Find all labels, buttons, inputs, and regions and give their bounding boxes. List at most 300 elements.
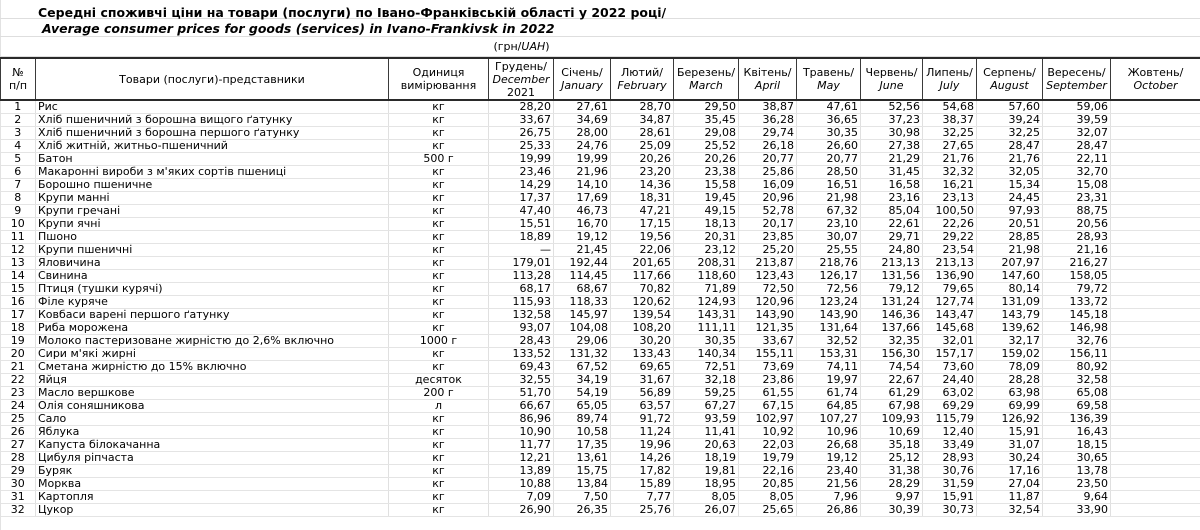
price-cell[interactable]: 30,39: [861, 504, 923, 517]
price-cell[interactable]: 16,43: [1043, 426, 1111, 439]
price-cell[interactable]: 27,04: [977, 478, 1043, 491]
goods-name-cell[interactable]: Сало: [36, 413, 389, 426]
price-cell[interactable]: 121,35: [739, 322, 797, 335]
price-cell[interactable]: 23,16: [861, 192, 923, 205]
price-cell[interactable]: 25,52: [674, 140, 739, 153]
price-cell[interactable]: [1111, 257, 1200, 270]
price-cell[interactable]: 69,43: [489, 361, 554, 374]
price-cell[interactable]: 145,18: [1043, 309, 1111, 322]
price-cell[interactable]: 12,21: [489, 452, 554, 465]
price-cell[interactable]: 79,65: [923, 283, 977, 296]
price-cell[interactable]: [1111, 426, 1200, 439]
price-cell[interactable]: 28,20: [489, 100, 554, 114]
price-cell[interactable]: 7,96: [797, 491, 861, 504]
price-cell[interactable]: 71,89: [674, 283, 739, 296]
price-cell[interactable]: 31,38: [861, 465, 923, 478]
price-cell[interactable]: 23,50: [1043, 478, 1111, 491]
header-month-february[interactable]: [611, 58, 674, 100]
price-cell[interactable]: [1111, 166, 1200, 179]
price-cell[interactable]: —: [489, 244, 554, 257]
price-cell[interactable]: 131,64: [797, 322, 861, 335]
price-cell[interactable]: 153,31: [797, 348, 861, 361]
price-cell[interactable]: 133,72: [1043, 296, 1111, 309]
header-month-december[interactable]: [489, 58, 554, 100]
price-cell[interactable]: 19,99: [554, 153, 611, 166]
header-unit[interactable]: [389, 58, 489, 100]
header-month-october[interactable]: [1111, 58, 1200, 100]
price-cell[interactable]: 8,05: [739, 491, 797, 504]
unit-cell[interactable]: кг: [389, 192, 489, 205]
price-cell[interactable]: [1111, 231, 1200, 244]
price-cell[interactable]: 89,74: [554, 413, 611, 426]
price-cell[interactable]: 21,29: [861, 153, 923, 166]
price-cell[interactable]: 8,05: [674, 491, 739, 504]
price-cell[interactable]: 21,16: [1043, 244, 1111, 257]
price-cell[interactable]: 28,28: [977, 374, 1043, 387]
price-cell[interactable]: 213,87: [739, 257, 797, 270]
price-cell[interactable]: 10,88: [489, 478, 554, 491]
price-cell[interactable]: 28,70: [611, 100, 674, 114]
price-cell[interactable]: 20,56: [1043, 218, 1111, 231]
price-cell[interactable]: 143,79: [977, 309, 1043, 322]
price-cell[interactable]: 100,50: [923, 205, 977, 218]
header-month-january[interactable]: [554, 58, 611, 100]
price-cell[interactable]: 131,24: [861, 296, 923, 309]
price-cell[interactable]: 107,27: [797, 413, 861, 426]
price-cell[interactable]: 23,85: [739, 231, 797, 244]
price-cell[interactable]: 67,52: [554, 361, 611, 374]
goods-name-cell[interactable]: Олія соняшникова: [36, 400, 389, 413]
goods-name-cell[interactable]: Масло вершкове: [36, 387, 389, 400]
unit-cell[interactable]: 200 г: [389, 387, 489, 400]
price-cell[interactable]: 124,93: [674, 296, 739, 309]
price-cell[interactable]: 126,17: [797, 270, 861, 283]
price-cell[interactable]: 21,96: [554, 166, 611, 179]
price-cell[interactable]: 32,07: [1043, 127, 1111, 140]
row-number-cell[interactable]: 13: [1, 257, 36, 270]
price-cell[interactable]: 156,11: [1043, 348, 1111, 361]
price-cell[interactable]: 22,26: [923, 218, 977, 231]
header-number[interactable]: [1, 58, 36, 100]
price-cell[interactable]: 29,22: [923, 231, 977, 244]
price-cell[interactable]: 24,80: [861, 244, 923, 257]
unit-cell[interactable]: кг: [389, 465, 489, 478]
price-cell[interactable]: 34,69: [554, 114, 611, 127]
goods-name-cell[interactable]: Молоко пастеризоване жирністю до 2,6% включно: [36, 335, 389, 348]
price-cell[interactable]: [1111, 114, 1200, 127]
price-cell[interactable]: 25,33: [489, 140, 554, 153]
price-cell[interactable]: 15,51: [489, 218, 554, 231]
goods-name-cell[interactable]: Макаронні вироби з м'яких сортів пшениці: [36, 166, 389, 179]
price-cell[interactable]: 67,27: [674, 400, 739, 413]
price-cell[interactable]: 139,62: [977, 322, 1043, 335]
price-cell[interactable]: 18,95: [674, 478, 739, 491]
price-cell[interactable]: 213,13: [861, 257, 923, 270]
price-cell[interactable]: 23,10: [797, 218, 861, 231]
price-cell[interactable]: [1111, 439, 1200, 452]
header-month-june[interactable]: [861, 58, 923, 100]
unit-cell[interactable]: кг: [389, 127, 489, 140]
price-cell[interactable]: 65,08: [1043, 387, 1111, 400]
unit-cell[interactable]: 1000 г: [389, 335, 489, 348]
price-cell[interactable]: 32,25: [977, 127, 1043, 140]
price-cell[interactable]: 13,84: [554, 478, 611, 491]
price-cell[interactable]: 88,75: [1043, 205, 1111, 218]
price-cell[interactable]: 18,31: [611, 192, 674, 205]
price-cell[interactable]: 32,54: [977, 504, 1043, 517]
price-cell[interactable]: [1111, 270, 1200, 283]
goods-name-cell[interactable]: Хліб пшеничний з борошна першого ґатунку: [36, 127, 389, 140]
price-cell[interactable]: 27,65: [923, 140, 977, 153]
price-cell[interactable]: 23,46: [489, 166, 554, 179]
price-cell[interactable]: 22,67: [861, 374, 923, 387]
price-cell[interactable]: 14,26: [611, 452, 674, 465]
price-cell[interactable]: 47,61: [797, 100, 861, 114]
price-cell[interactable]: 69,58: [1043, 400, 1111, 413]
price-cell[interactable]: 36,65: [797, 114, 861, 127]
price-cell[interactable]: 131,56: [861, 270, 923, 283]
price-cell[interactable]: 49,15: [674, 205, 739, 218]
price-cell[interactable]: 17,15: [611, 218, 674, 231]
price-cell[interactable]: 47,21: [611, 205, 674, 218]
price-cell[interactable]: 13,78: [1043, 465, 1111, 478]
unit-cell[interactable]: кг: [389, 114, 489, 127]
price-cell[interactable]: 155,11: [739, 348, 797, 361]
row-number-cell[interactable]: 21: [1, 361, 36, 374]
price-cell[interactable]: 69,99: [977, 400, 1043, 413]
price-cell[interactable]: 16,51: [797, 179, 861, 192]
price-cell[interactable]: 61,74: [797, 387, 861, 400]
price-cell[interactable]: 65,05: [554, 400, 611, 413]
price-cell[interactable]: 10,96: [797, 426, 861, 439]
price-cell[interactable]: 117,66: [611, 270, 674, 283]
price-cell[interactable]: 72,56: [797, 283, 861, 296]
goods-name-cell[interactable]: Риба морожена: [36, 322, 389, 335]
price-cell[interactable]: 26,18: [739, 140, 797, 153]
price-cell[interactable]: 120,62: [611, 296, 674, 309]
goods-name-cell[interactable]: Сметана жирністю до 15% включно: [36, 361, 389, 374]
price-cell[interactable]: 19,12: [554, 231, 611, 244]
row-number-cell[interactable]: 1: [1, 100, 36, 114]
unit-cell[interactable]: кг: [389, 205, 489, 218]
price-cell[interactable]: 133,52: [489, 348, 554, 361]
price-cell[interactable]: 46,73: [554, 205, 611, 218]
price-cell[interactable]: 20,77: [739, 153, 797, 166]
price-cell[interactable]: 63,57: [611, 400, 674, 413]
price-cell[interactable]: 29,50: [674, 100, 739, 114]
price-cell[interactable]: 47,40: [489, 205, 554, 218]
price-cell[interactable]: 17,82: [611, 465, 674, 478]
price-cell[interactable]: 30,65: [1043, 452, 1111, 465]
price-cell[interactable]: 16,58: [861, 179, 923, 192]
price-cell[interactable]: [1111, 179, 1200, 192]
price-cell[interactable]: 54,19: [554, 387, 611, 400]
price-cell[interactable]: 37,23: [861, 114, 923, 127]
price-cell[interactable]: 68,67: [554, 283, 611, 296]
price-cell[interactable]: 30,35: [797, 127, 861, 140]
price-cell[interactable]: 143,31: [674, 309, 739, 322]
price-cell[interactable]: 18,13: [674, 218, 739, 231]
price-cell[interactable]: 14,36: [611, 179, 674, 192]
price-cell[interactable]: 30,07: [797, 231, 861, 244]
row-number-cell[interactable]: 19: [1, 335, 36, 348]
unit-cell[interactable]: кг: [389, 257, 489, 270]
price-cell[interactable]: 63,02: [923, 387, 977, 400]
price-cell[interactable]: 29,08: [674, 127, 739, 140]
price-cell[interactable]: 21,45: [554, 244, 611, 257]
price-cell[interactable]: [1111, 153, 1200, 166]
row-number-cell[interactable]: 27: [1, 439, 36, 452]
price-cell[interactable]: 67,32: [797, 205, 861, 218]
price-cell[interactable]: 156,30: [861, 348, 923, 361]
row-number-cell[interactable]: 14: [1, 270, 36, 283]
unit-cell[interactable]: кг: [389, 270, 489, 283]
price-cell[interactable]: 9,64: [1043, 491, 1111, 504]
price-cell[interactable]: [1111, 452, 1200, 465]
price-cell[interactable]: 11,77: [489, 439, 554, 452]
price-cell[interactable]: [1111, 218, 1200, 231]
price-cell[interactable]: 115,93: [489, 296, 554, 309]
row-number-cell[interactable]: 22: [1, 374, 36, 387]
price-cell[interactable]: 64,85: [797, 400, 861, 413]
price-cell[interactable]: 31,67: [611, 374, 674, 387]
header-month-april[interactable]: [739, 58, 797, 100]
row-number-cell[interactable]: 24: [1, 400, 36, 413]
goods-name-cell[interactable]: Рис: [36, 100, 389, 114]
row-number-cell[interactable]: 17: [1, 309, 36, 322]
price-cell[interactable]: 32,05: [977, 166, 1043, 179]
price-cell[interactable]: 20,26: [674, 153, 739, 166]
price-cell[interactable]: 30,20: [611, 335, 674, 348]
price-cell[interactable]: 213,13: [923, 257, 977, 270]
price-cell[interactable]: 80,14: [977, 283, 1043, 296]
price-cell[interactable]: 39,24: [977, 114, 1043, 127]
price-cell[interactable]: 69,29: [923, 400, 977, 413]
price-cell[interactable]: 28,50: [797, 166, 861, 179]
price-cell[interactable]: 19,81: [674, 465, 739, 478]
price-cell[interactable]: 20,51: [977, 218, 1043, 231]
price-cell[interactable]: 159,02: [977, 348, 1043, 361]
price-cell[interactable]: 54,68: [923, 100, 977, 114]
price-cell[interactable]: 17,69: [554, 192, 611, 205]
price-cell[interactable]: 25,65: [739, 504, 797, 517]
price-cell[interactable]: 52,56: [861, 100, 923, 114]
price-cell[interactable]: [1111, 387, 1200, 400]
price-cell[interactable]: 32,76: [1043, 335, 1111, 348]
price-cell[interactable]: 179,01: [489, 257, 554, 270]
price-cell[interactable]: 32,17: [977, 335, 1043, 348]
price-cell[interactable]: 21,98: [797, 192, 861, 205]
price-cell[interactable]: 26,75: [489, 127, 554, 140]
price-cell[interactable]: 51,70: [489, 387, 554, 400]
price-cell[interactable]: 32,32: [923, 166, 977, 179]
price-cell[interactable]: 7,77: [611, 491, 674, 504]
header-month-july[interactable]: [923, 58, 977, 100]
price-cell[interactable]: 20,96: [739, 192, 797, 205]
price-cell[interactable]: 16,70: [554, 218, 611, 231]
price-cell[interactable]: [1111, 309, 1200, 322]
price-cell[interactable]: 73,69: [739, 361, 797, 374]
row-number-cell[interactable]: 23: [1, 387, 36, 400]
price-cell[interactable]: 20,77: [797, 153, 861, 166]
price-cell[interactable]: 104,08: [554, 322, 611, 335]
price-cell[interactable]: 13,61: [554, 452, 611, 465]
goods-name-cell[interactable]: Крупи ячні: [36, 218, 389, 231]
price-cell[interactable]: 30,35: [674, 335, 739, 348]
goods-name-cell[interactable]: Капуста білокачанна: [36, 439, 389, 452]
row-number-cell[interactable]: 28: [1, 452, 36, 465]
price-cell[interactable]: 15,91: [923, 491, 977, 504]
price-cell[interactable]: 28,93: [923, 452, 977, 465]
price-cell[interactable]: 20,85: [739, 478, 797, 491]
price-cell[interactable]: 23,38: [674, 166, 739, 179]
goods-name-cell[interactable]: Філе куряче: [36, 296, 389, 309]
price-cell[interactable]: 25,20: [739, 244, 797, 257]
price-cell[interactable]: [1111, 400, 1200, 413]
price-cell[interactable]: 20,17: [739, 218, 797, 231]
price-cell[interactable]: 72,50: [739, 283, 797, 296]
price-cell[interactable]: 123,24: [797, 296, 861, 309]
price-cell[interactable]: 146,36: [861, 309, 923, 322]
price-cell[interactable]: 67,15: [739, 400, 797, 413]
price-cell[interactable]: 108,20: [611, 322, 674, 335]
price-cell[interactable]: 192,44: [554, 257, 611, 270]
header-month-march[interactable]: [674, 58, 739, 100]
price-cell[interactable]: 28,85: [977, 231, 1043, 244]
price-cell[interactable]: 11,87: [977, 491, 1043, 504]
price-cell[interactable]: 30,73: [923, 504, 977, 517]
price-cell[interactable]: 21,76: [923, 153, 977, 166]
price-cell[interactable]: 15,75: [554, 465, 611, 478]
goods-name-cell[interactable]: Батон: [36, 153, 389, 166]
row-number-cell[interactable]: 7: [1, 179, 36, 192]
price-cell[interactable]: 218,76: [797, 257, 861, 270]
unit-cell[interactable]: кг: [389, 478, 489, 491]
row-number-cell[interactable]: 20: [1, 348, 36, 361]
price-cell[interactable]: 21,98: [977, 244, 1043, 257]
price-cell[interactable]: [1111, 100, 1200, 114]
price-cell[interactable]: [1111, 140, 1200, 153]
price-cell[interactable]: 78,09: [977, 361, 1043, 374]
price-cell[interactable]: 15,91: [977, 426, 1043, 439]
price-cell[interactable]: 31,45: [861, 166, 923, 179]
price-cell[interactable]: 20,31: [674, 231, 739, 244]
price-cell[interactable]: 28,47: [1043, 140, 1111, 153]
price-cell[interactable]: 120,96: [739, 296, 797, 309]
price-cell[interactable]: 132,58: [489, 309, 554, 322]
price-cell[interactable]: 201,65: [611, 257, 674, 270]
price-cell[interactable]: 80,92: [1043, 361, 1111, 374]
price-cell[interactable]: 115,79: [923, 413, 977, 426]
price-cell[interactable]: 118,60: [674, 270, 739, 283]
unit-cell[interactable]: кг: [389, 322, 489, 335]
price-cell[interactable]: 17,35: [554, 439, 611, 452]
goods-name-cell[interactable]: Борошно пшеничне: [36, 179, 389, 192]
price-cell[interactable]: 17,16: [977, 465, 1043, 478]
price-cell[interactable]: 91,72: [611, 413, 674, 426]
price-cell[interactable]: 19,45: [674, 192, 739, 205]
price-cell[interactable]: 158,05: [1043, 270, 1111, 283]
price-cell[interactable]: 56,89: [611, 387, 674, 400]
price-cell[interactable]: 131,09: [977, 296, 1043, 309]
row-number-cell[interactable]: 9: [1, 205, 36, 218]
price-cell[interactable]: 69,65: [611, 361, 674, 374]
price-cell[interactable]: 39,59: [1043, 114, 1111, 127]
price-cell[interactable]: 17,37: [489, 192, 554, 205]
row-number-cell[interactable]: 26: [1, 426, 36, 439]
price-cell[interactable]: 36,28: [739, 114, 797, 127]
price-cell[interactable]: [1111, 465, 1200, 478]
price-cell[interactable]: 14,10: [554, 179, 611, 192]
price-cell[interactable]: 18,15: [1043, 439, 1111, 452]
price-cell[interactable]: 22,11: [1043, 153, 1111, 166]
price-cell[interactable]: 33,67: [739, 335, 797, 348]
row-number-cell[interactable]: 8: [1, 192, 36, 205]
price-cell[interactable]: 208,31: [674, 257, 739, 270]
goods-name-cell[interactable]: Яблука: [36, 426, 389, 439]
price-cell[interactable]: 23,20: [611, 166, 674, 179]
price-cell[interactable]: 67,98: [861, 400, 923, 413]
price-cell[interactable]: [1111, 127, 1200, 140]
price-cell[interactable]: 24,45: [977, 192, 1043, 205]
price-cell[interactable]: 79,72: [1043, 283, 1111, 296]
price-cell[interactable]: 28,00: [554, 127, 611, 140]
price-cell[interactable]: [1111, 205, 1200, 218]
price-cell[interactable]: 79,12: [861, 283, 923, 296]
unit-cell[interactable]: кг: [389, 309, 489, 322]
unit-cell[interactable]: кг: [389, 166, 489, 179]
price-cell[interactable]: 23,12: [674, 244, 739, 257]
price-cell[interactable]: 32,18: [674, 374, 739, 387]
price-cell[interactable]: 126,92: [977, 413, 1043, 426]
unit-cell[interactable]: кг: [389, 491, 489, 504]
price-cell[interactable]: 19,99: [489, 153, 554, 166]
price-cell[interactable]: 9,97: [861, 491, 923, 504]
price-cell[interactable]: 32,25: [923, 127, 977, 140]
price-cell[interactable]: 33,67: [489, 114, 554, 127]
price-cell[interactable]: 10,92: [739, 426, 797, 439]
price-cell[interactable]: 59,25: [674, 387, 739, 400]
price-cell[interactable]: [1111, 335, 1200, 348]
price-cell[interactable]: 25,09: [611, 140, 674, 153]
price-cell[interactable]: 38,87: [739, 100, 797, 114]
goods-name-cell[interactable]: Ковбаси варені першого ґатунку: [36, 309, 389, 322]
price-cell[interactable]: 27,38: [861, 140, 923, 153]
row-number-cell[interactable]: 6: [1, 166, 36, 179]
price-cell[interactable]: 29,71: [861, 231, 923, 244]
goods-name-cell[interactable]: Пшоно: [36, 231, 389, 244]
price-cell[interactable]: 16,09: [739, 179, 797, 192]
unit-cell[interactable]: кг: [389, 348, 489, 361]
price-cell[interactable]: 22,06: [611, 244, 674, 257]
price-cell[interactable]: 11,41: [674, 426, 739, 439]
price-cell[interactable]: 28,93: [1043, 231, 1111, 244]
price-cell[interactable]: 139,54: [611, 309, 674, 322]
goods-name-cell[interactable]: Картопля: [36, 491, 389, 504]
price-cell[interactable]: 19,12: [797, 452, 861, 465]
price-cell[interactable]: 61,55: [739, 387, 797, 400]
price-cell[interactable]: 136,39: [1043, 413, 1111, 426]
price-cell[interactable]: 15,08: [1043, 179, 1111, 192]
goods-name-cell[interactable]: Яловичина: [36, 257, 389, 270]
price-cell[interactable]: 30,24: [977, 452, 1043, 465]
price-cell[interactable]: 21,76: [977, 153, 1043, 166]
price-cell[interactable]: 38,37: [923, 114, 977, 127]
price-cell[interactable]: 26,60: [797, 140, 861, 153]
price-cell[interactable]: 26,86: [797, 504, 861, 517]
price-cell[interactable]: [1111, 491, 1200, 504]
unit-cell[interactable]: кг: [389, 231, 489, 244]
